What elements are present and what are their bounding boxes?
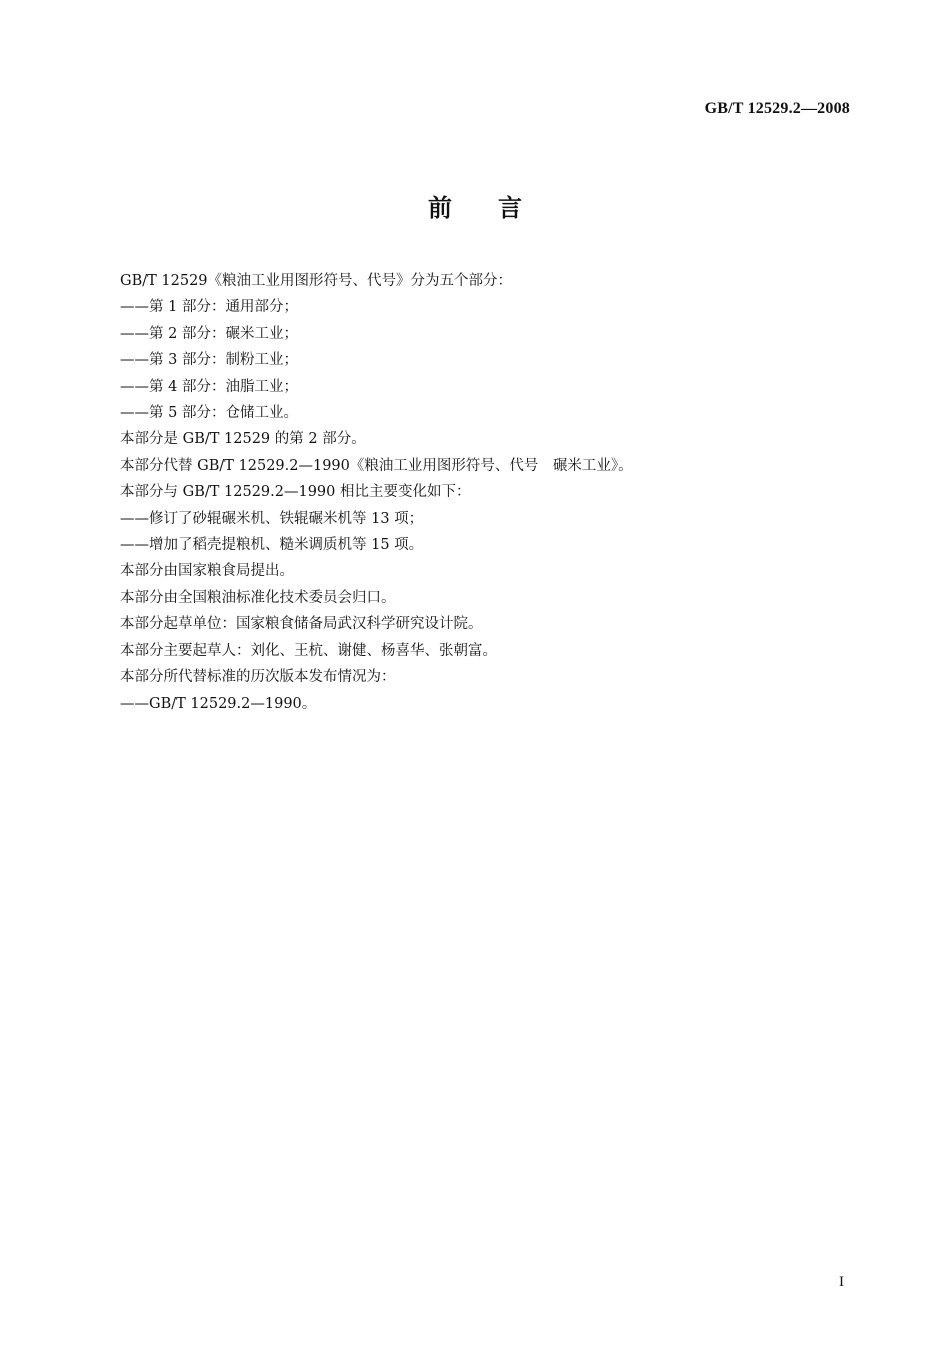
paragraph: GB/T 12529《粮油工业用图形符号、代号》分为五个部分： bbox=[120, 273, 513, 289]
foreword-body bbox=[120, 268, 850, 717]
page-number: I bbox=[839, 1274, 844, 1290]
list-item: ——第 4 部分：油脂工业； bbox=[120, 378, 298, 395]
paragraph: 本部分所代替标准的历次版本发布情况为： bbox=[120, 669, 396, 686]
list-item: ——GB/T 12529.2—1990。 bbox=[120, 695, 317, 712]
list-item: ——第 3 部分：制粉工业； bbox=[120, 352, 298, 369]
paragraph: 本部分主要起草人：刘化、王杭、谢健、杨喜华、张朝富。 bbox=[120, 642, 497, 659]
paragraph: 本部分起草单位：国家粮食储备局武汉科学研究设计院。 bbox=[120, 616, 483, 633]
list-item: ——第 1 部分：通用部分； bbox=[120, 299, 298, 316]
paragraph: 本部分是 GB/T 12529 的第 2 部分。 bbox=[120, 431, 366, 448]
paragraph: 本部分由国家粮食局提出。 bbox=[120, 563, 294, 580]
paragraph: 本部分与 GB/T 12529.2—1990 相比主要变化如下： bbox=[120, 484, 471, 501]
list-item: ——修订了砂辊碾米机、铁辊碾米机等 13 项； bbox=[120, 510, 424, 527]
list-item: ——第 5 部分：仓储工业。 bbox=[120, 405, 298, 422]
list-item: ——增加了稻壳提粮机、糙米调质机等 15 项。 bbox=[120, 537, 424, 554]
paragraph: 本部分代替 GB/T 12529.2—1990《粮油工业用图形符号、代号 碾米工业》。 bbox=[120, 457, 633, 474]
paragraph: 本部分由全国粮油标准化技术委员会归口。 bbox=[120, 589, 396, 606]
standard-code: GB/T 12529.2—2008 bbox=[704, 100, 850, 117]
list-item: ——第 2 部分：碾米工业； bbox=[120, 325, 298, 342]
page-title: 前言 bbox=[428, 194, 568, 222]
